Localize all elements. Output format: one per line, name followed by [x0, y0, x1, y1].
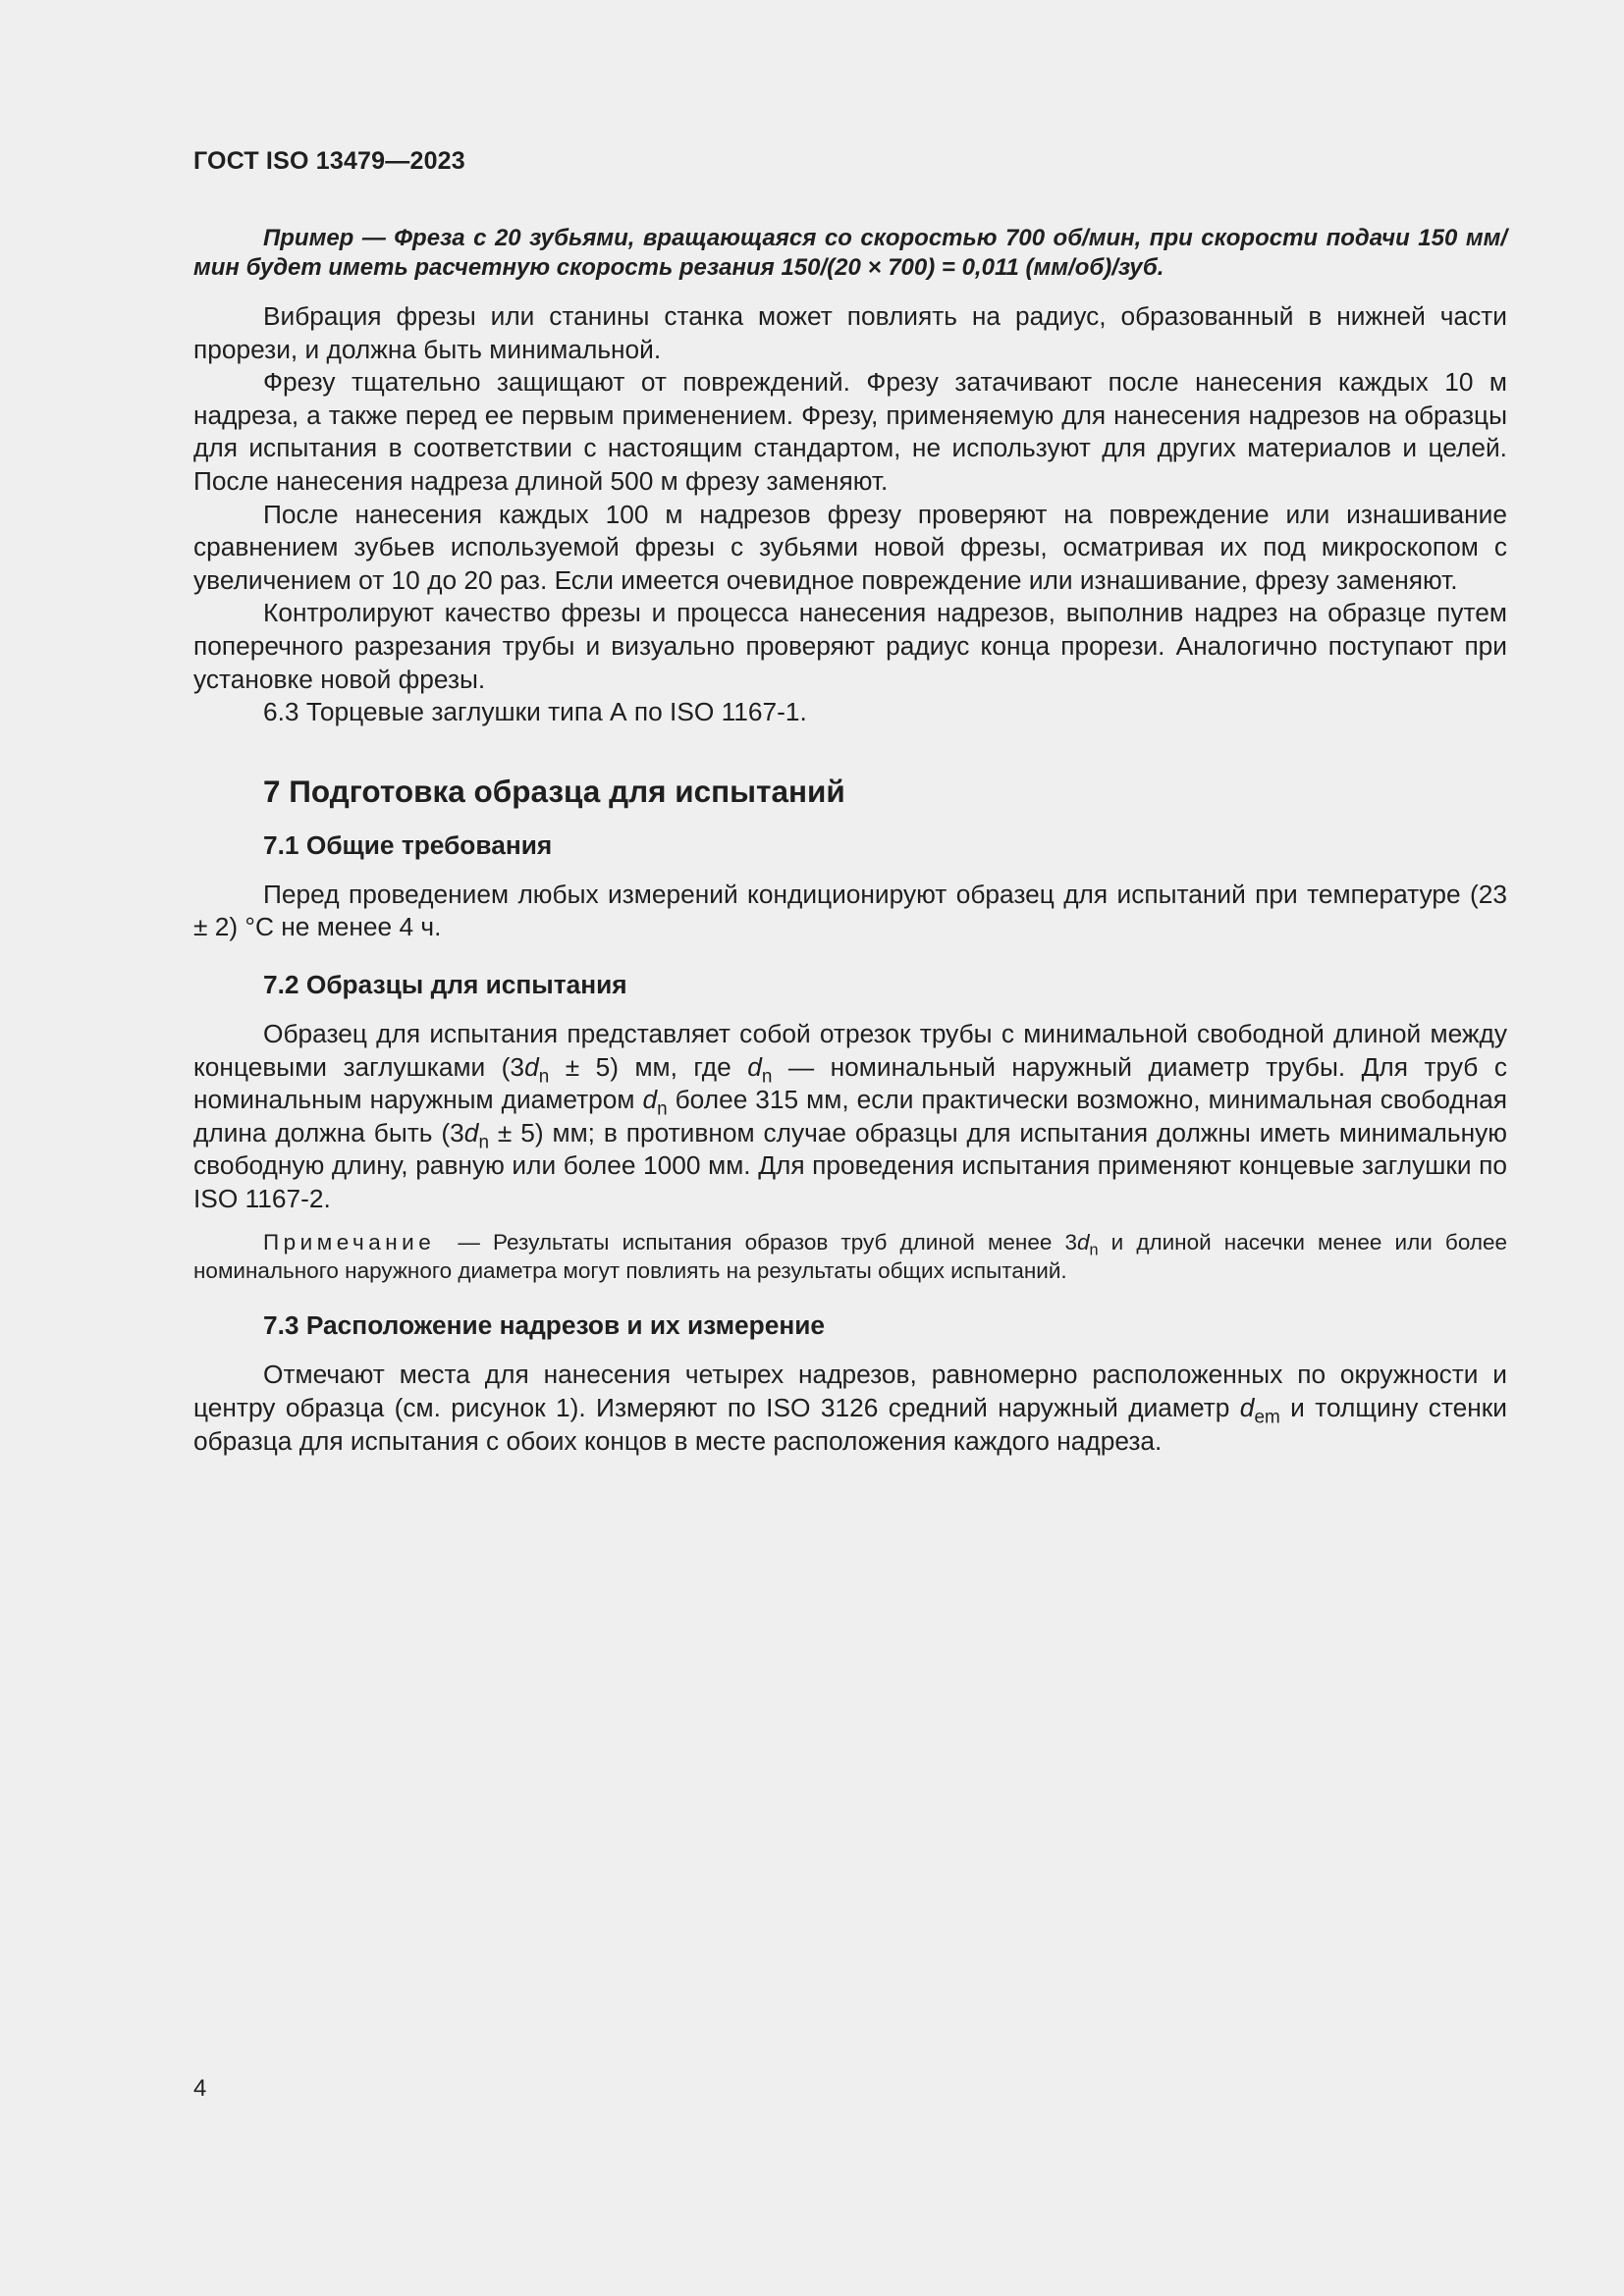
paragraph-inspection: После нанесения каждых 100 м надрезов фрезу проверяют на повреждение или изнашивание сравнением зубьев используемой фрезы с зубьями новой фрезы, осматривая их под микроскопом с увеличением от 10 до 20 раз. Если имеется очевидное повреждение или изнашивание, фрезу заменяют.: [193, 499, 1507, 595]
paragraph-end-caps: 6.3 Торцевые заглушки типа А по ISO 1167-1.: [263, 697, 807, 727]
section-7-2-note: Примечание — Результаты испытания образов труб длиной менее $3d_n$ и длиной насечки менее или более номинального наружного диаметра могут повлиять на результаты общих испытаний.: [193, 1230, 1507, 1283]
section-7-3-heading: 7.3 Расположение надрезов и их измерение: [263, 1310, 826, 1341]
note-label: Примечание: [263, 1230, 436, 1255]
document-header: ГОСТ ISO 13479—2023: [193, 147, 465, 175]
example-text: Пример — Фреза с 20 зубьями, вращающаяся со скоростью 700 об/мин, при скорости подачи 150 мм/мин будет иметь расчетную скорость резания 150/(20 × 700) = 0,011 (мм/об)/зуб.: [193, 225, 1507, 281]
paragraph-vibration: Вибрация фрезы или станины станка может повлиять на радиус, образованный в нижней части прорези, и должна быть минимальной.: [193, 301, 1507, 364]
paragraph-quality-control: Контролируют качество фрезы и процесса нанесения надрезов, выполнив надрез на образце путем поперечного разрезания трубы и визуально проверяют радиус конца прорези. Аналогично поступают при установке новой фрезы.: [193, 598, 1507, 694]
section-7-2-heading: 7.2 Образцы для испытания: [263, 969, 627, 999]
page-number: 4: [193, 2075, 207, 2102]
page-body: [193, 224, 1507, 1458]
paragraph-protection: Фрезу тщательно защищают от повреждений. Фрезу затачивают после нанесения каждых 10 м надреза, а также перед ее первым применением. Фрезу, применяемую для нанесения надрезов на образцы для испытания в соответствии с настоящим стандартом, не используют для других материалов и целей. После нанесения надреза длиной 500 м фрезу заменяют.: [193, 367, 1507, 496]
section-7-2-text: Образец для испытания представляет собой отрезок трубы с минимальной свободной длиной между концевыми заглушками $(3d_n \pm 5)$ мм, где $d_n$ — номинальный наружный диаметр трубы. Для труб с номинальным наружным диаметром $d_n$ более 315 мм, если практически возможно, минимальная свободная длина должна быть $(3d_n \pm 5)$ мм; в противном случае образцы для испытания должны иметь минимальную свободную длину, равную или более 1000 мм. Для проведения испытания применяют концевые заглушки по ISO 1167-2.: [193, 1018, 1507, 1213]
section-7-1-heading: 7.1 Общие требования: [263, 829, 553, 860]
section-7-heading: 7 Подготовка образца для испытаний: [263, 773, 845, 809]
section-7-1-text: Перед проведением любых измерений кондиционируют образец для испытаний при температуре (23 ± 2) °С не менее 4 ч.: [193, 879, 1507, 942]
section-7-3-text: Отмечают места для нанесения четырех надрезов, равномерно расположенных по окружности и центру образца (см. рисунок 1). Измеряют по ISO 3126 средний наружный диаметр $d_{em}$ и толщину стенки образца для испытания с обоих концов в месте расположения каждого надреза.: [193, 1360, 1507, 1456]
